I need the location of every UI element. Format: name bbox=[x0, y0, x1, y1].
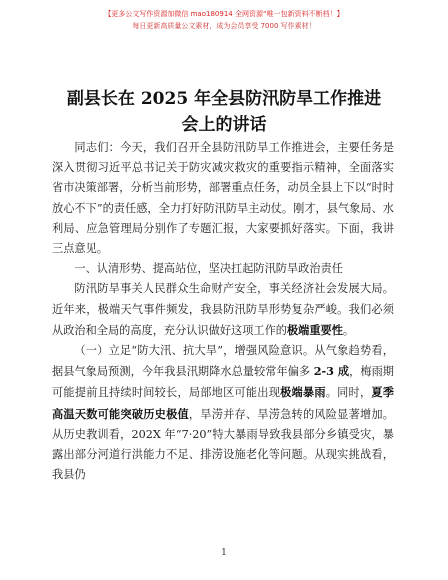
paragraph-text: 一、认清形势、提高站位，坚决扛起防汛防旱政治责任 bbox=[74, 262, 343, 276]
paragraph-text: 防汛防旱事关人民群众生命财产安全，事关经济社会发展大局。近年来，极端天气事件频发，我县防汛防旱形势复杂严峻。我们必须从政治和全局的高度，充分认识做好这项工作的 bbox=[52, 282, 394, 337]
paragraph-text: ，梅雨期可能提前且持续时间较长，局部地区可能出现 bbox=[52, 365, 394, 400]
banner-line-2: 每日更新高质量公文素材，成为会员享受 7000 写作素材！ bbox=[132, 22, 316, 30]
paragraph bbox=[52, 259, 394, 279]
paragraph bbox=[52, 279, 394, 341]
emphasis-text: 极端重要性 bbox=[286, 322, 343, 337]
paragraph-text: 同志们：今天，我们召开全县防汛防旱工作推进会，主要任务是深入贯彻习近平总书记关于防灾减灾救灾的重要指示精神，全面落实省市决策部署，分析当前形势，部署重点任务，动员全县上下以“时时放心不下”的责任感，全力打好防汛防旱主动仗。刚才，县气象局、水利局、应急管理局分别作了专题汇报，大家要抓好落实。下面，我讲三点意见。 bbox=[52, 141, 394, 256]
paragraph bbox=[52, 138, 394, 259]
emphasis-text: 夏季高温天数可能突破历史极值 bbox=[52, 385, 394, 421]
paragraph-text: （一）立足“防大汛、抗大旱”，增强风险意识。从气象趋势看，据县气象局预测，今年我县汛期降水总量较常年偏多 bbox=[52, 344, 394, 379]
page-number: 1 bbox=[221, 548, 227, 558]
paragraph bbox=[52, 341, 394, 485]
document-body bbox=[52, 138, 394, 485]
emphasis-text: 极端暴雨 bbox=[280, 385, 326, 400]
document-title: 副县长在 2025 年全县防汛防旱工作推进会上的讲话 bbox=[66, 89, 382, 135]
paragraph-text: 。同时， bbox=[325, 386, 372, 400]
paragraph-text: 。 bbox=[342, 323, 355, 337]
header-banner bbox=[54, 8, 394, 32]
banner-line-1: 【更多公文写作资源加微信 mao180914 全网资源“唯一包新资料不断档！】 bbox=[104, 10, 344, 18]
paragraph-text: ，旱涝并存、旱涝急转的风险显著增加。从历史教训看，202X 年“7·20”特大暴雨导致我县部分乡镇受灾，暴露出部分河道行洪能力不足、排涝设施老化等问题。从现实挑战看，我县仍 bbox=[52, 407, 394, 482]
emphasis-text: 2-3 成 bbox=[313, 364, 350, 379]
